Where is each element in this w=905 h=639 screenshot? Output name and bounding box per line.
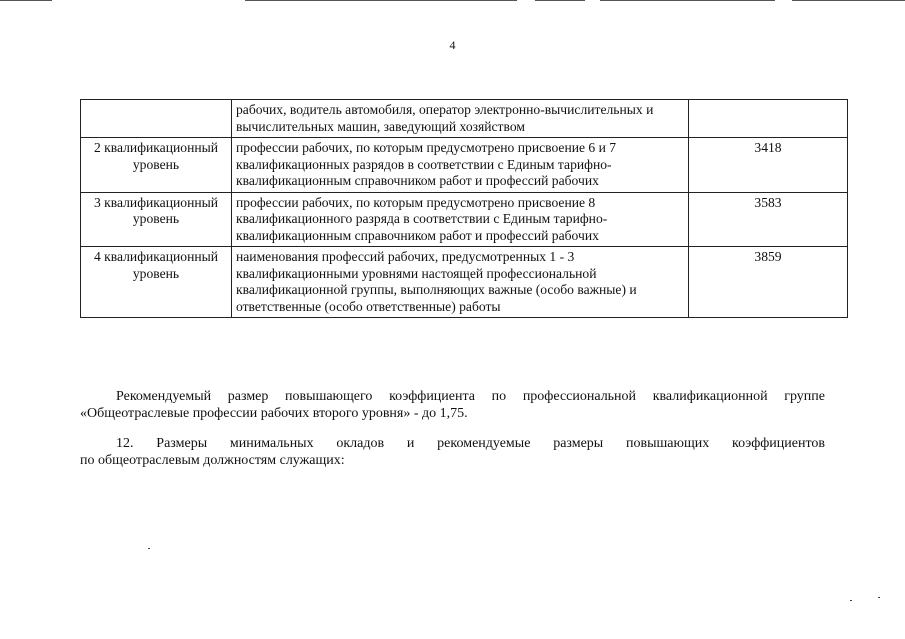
table-row (81, 138, 848, 193)
scan-artifact-line (535, 0, 585, 1)
scan-artifact-line (245, 0, 517, 1)
coefficient-paragraph (80, 388, 825, 422)
scan-artifact-line (600, 0, 775, 1)
paragraph-line: 12. Размеры минимальных окладов и рекомендуемые размеры повышающих коэффициентов (116, 436, 825, 451)
page-number: 4 (449, 38, 456, 52)
qualification-table (80, 99, 848, 318)
minimum-salary-cell (689, 100, 848, 138)
qualification-level-cell: 2 квалификационный уровень (81, 138, 232, 193)
scan-speck (850, 600, 852, 601)
table-row (81, 247, 848, 318)
profession-description-cell: профессии рабочих, по которым предусмотрено присвоение 8 квалификационного разряда в соответствии с Единым тарифно-квалификационным справочником работ и профессий рабочих (232, 192, 689, 247)
profession-description-cell: рабочих, водитель автомобиля, оператор электронно-вычислительных и вычислительных машин, заведующий хозяйством (232, 100, 689, 138)
profession-description-cell: наименования профессий рабочих, предусмотренных 1 - 3 квалификационными уровнями настоящей профессиональной квалификационной группы, выполняющих важные (особо важные) и ответственные (особо ответственные) работы (232, 247, 689, 318)
scan-speck (148, 548, 150, 549)
qualification-level-cell: 4 квалификационный уровень (81, 247, 232, 318)
scan-artifact-line (0, 0, 52, 1)
profession-description-cell: профессии рабочих, по которым предусмотрено присвоение 6 и 7 квалификационных разрядов в соответствии с Единым тарифно-квалификационным справочником работ и профессий рабочих (232, 138, 689, 193)
table-row (81, 100, 848, 138)
qualification-level-cell: 3 квалификационный уровень (81, 192, 232, 247)
qualification-level-cell (81, 100, 232, 138)
minimum-salary-cell: 3418 (689, 138, 848, 193)
minimum-salary-cell: 3583 (689, 192, 848, 247)
section-12-paragraph (80, 435, 825, 469)
scan-artifact-line (792, 0, 905, 1)
paragraph-line: «Общеотраслевые профессии рабочих второго уровня» - до 1,75. (80, 406, 468, 421)
paragraph-line: по общеотраслевым должностям служащих: (80, 453, 345, 468)
scan-speck (878, 597, 880, 598)
paragraph-line: Рекомендуемый размер повышающего коэффициента по профессиональной квалификационной группе (116, 389, 825, 404)
table-row (81, 192, 848, 247)
minimum-salary-cell: 3859 (689, 247, 848, 318)
